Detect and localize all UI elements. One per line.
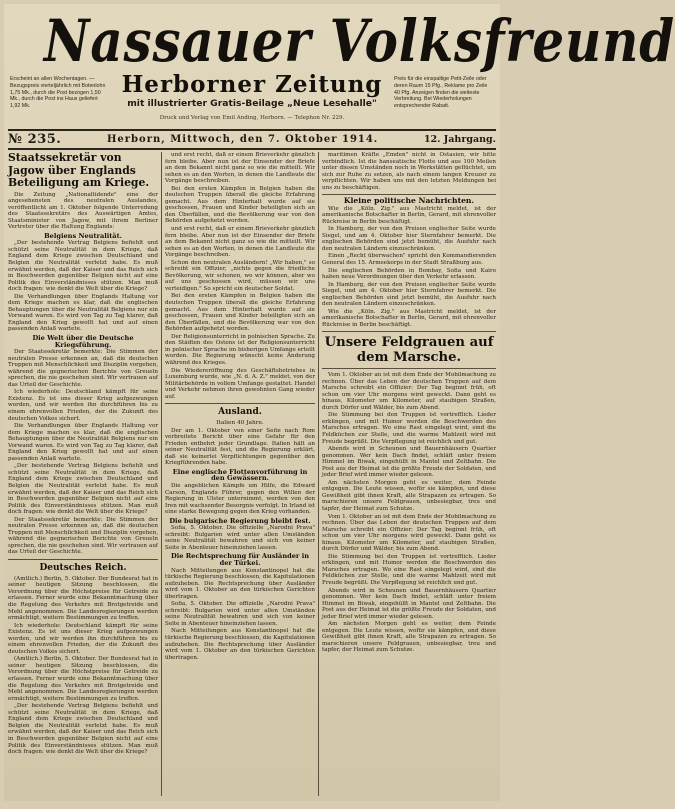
- printer-line: Druck und Verlag von Emil Anding, Herborn. — Telephon Nr. 229.: [159, 115, 345, 121]
- article-paragraph: Wie die „Köln. Zig." aus Mastricht meldet, ist der amerikanische Botschafter in Berlin, Gerard, mit ehrenvoller Rückreise in Berlin beschäftigt.: [322, 308, 496, 328]
- newspaper-page: [4, 4, 675, 801]
- article-paragraph: Bei den ersten Kämpfen in Belgien haben die deutschen Truppen überall die gleiche Erfahrung gemacht. Aus dem Hinterhalt wurde auf sie geschossen, Frauen und Kinder beteiligten sich an den Überfällen, und die Bevölkerung war von den Behörden aufgehetzt worden.: [165, 293, 315, 333]
- column-rule-1: [161, 152, 162, 796]
- article-paragraph: Nach Mitteilungen aus Konstantinopel hat die türkische Regierung beschlossen, die Kapitulationen aufzuheben. Die Rechtsprechung über Ausländer wird vom 1. Oktober an den türkischen Gerichten übertragen.: [165, 628, 315, 661]
- supplement-line: mit illustrierter Gratis-Beilage „Neue Lesehalle": [127, 98, 377, 109]
- article-paragraph: In Hamburg, der von den Preisen englischer Seite wurde Siegel, und am 4. Oktober hier Sternfahrer bemerkt. Die englischen Behörden sind jetzt bemüht, die Ausfuhr nach den neutralen Ländern einzuschränken.: [322, 226, 496, 252]
- section-heading-deutsches-reich: Deutsches Reich.: [39, 562, 127, 573]
- section-heading: Belgiens Neutralität.: [44, 231, 122, 240]
- article-paragraph: maritimen Kräfte „Emden" nicht in Ostasien, wir bitte verbindlich. Ist die hanseatische Flotte und aus 100 Meilen unter diesen Umständen noch in Werkstätten geflüchtet, um sich zur Ruhe zu setzen, als nach einem langen Kreuzer zu verpflichten. Wir haben uns mit den letzten Meldungen bei uns zu beschäftigen.: [322, 152, 496, 191]
- article-paragraph: Am nächsten Morgen geht es weiter, dem Feinde entgegen. Die Leute wissen, wofür sie kämpfen, und diese Gewißheit gibt ihnen Kraft, alle Strapazen zu ertragen. So marschieren unsere Feldgrauen, unbesiegbar, treu und tapfer, der Heimat zum Schutze.: [322, 479, 496, 512]
- article-separator: [322, 331, 496, 332]
- sub-heading: Die Rechtsprechung für Ausländer in der Türkei.: [170, 552, 309, 567]
- newspaper-title: Nassauer Volksfreund: [43, 7, 675, 75]
- article-paragraph: Die Stimmung bei den Truppen ist vortrefflich. Lieder erklingen, und mit Humor werden die Beschwerden des Marsches ertragen. Wo eine Rast eingelegt wird, sind die Feldküchen zur Stelle, und die warme Mahlzeit wird mit Freude begrüßt. Die Verpflegung ist reichlich und gut.: [322, 553, 496, 587]
- article-paragraph: Bei den ersten Kämpfen in Belgien haben die deutschen Truppen überall die gleiche Erfahrung gemacht. Aus dem Hinterhalt wurde auf sie geschossen, Frauen und Kinder beteiligten sich an den Überfällen, und die Bevölkerung war von den Behörden aufgehetzt worden.: [165, 185, 315, 225]
- column-rule-2: [318, 152, 319, 796]
- article-paragraph: „Der bestehende Vertrag Belgiens befiehlt und schützt seine Neutralität in dem Kriege, daß England dem Kriege zwischen Deutschland und Belgien die Neutralität verletzt habe. Es muß erwähnt werden, daß der Kaiser und das Reich sich in Beschwerden gegenüber Belgien nicht auf eine Politik des Einverständnisses stützen. Man muß doch fragen: wie denkt die Welt über die Kriege?: [8, 240, 158, 293]
- article-paragraph: Die Verhandlungen über Englands Haltung vor dem Kriege machen es klar, daß die englischen Behauptungen über die Neutralität Belgiens nur ein Vorwand waren. Es wird von Tag zu Tag klarer, daß England den Krieg gewollt hat und auf einen passenden Anlaß wartete.: [8, 293, 158, 333]
- issue-line: [8, 131, 496, 147]
- article-paragraph: und erst recht, daß er einem Brieverkehr gänzlich fern bleibe. Aber nun ist der Einsender der Briefe an dem Bekannt nicht ganz so wie die mitteilt. Wir sehen es an den Worten, in denen die Landleute die Vorgänge beschreiben.: [165, 226, 315, 259]
- article-paragraph: Sofia, 5. Oktober. Die offizielle „Narodni Prava" schreibt: Bulgarien wird unter allen Umständen seine Neutralität bewahren und sich von keiner Seite in Abenteuer hineinziehen lassen.: [165, 525, 315, 551]
- article-paragraph: (Amtlich.) Berlin, 5. Oktober. Der Bundesrat hat in seiner heutigen Sitzung beschlossen, die Verordnung über die Höchstpreise für Getreide zu erlassen. Ferner wurde eine Bekanntmachung über die Regelung des Verkehrs mit Brotgetreide und Mehl angenommen. Die Landesregierungen werden ermächtigt, weitere Bestimmungen zu treffen.: [8, 575, 158, 622]
- article-paragraph: Wie die „Köln. Zig." aus Mastricht meldet, ist der amerikanische Botschafter in Berlin, Gerard, mit ehrenvoller Rückreise in Berlin beschäftigt.: [322, 205, 496, 225]
- article-paragraph: Die angeblichen Kämpfe um Hilfe, die Edward Carson, Englands Führer, gegen den Willen der Regierung in Ulster unternimmt, werden von den Iren mit wachsender Besorgnis verfolgt. In Irland ist eine starke Bewegung gegen den Krieg vorhanden.: [165, 482, 315, 516]
- article-paragraph: Die Stimmung bei den Truppen ist vortrefflich. Lieder erklingen, und mit Humor werden die Beschwerden des Marsches ertragen. Wo eine Rast eingelegt wird, sind die Feldküchen zur Stelle, und die warme Mahlzeit wird mit Freude begrüßt. Die Verpflegung ist reichlich und gut.: [322, 412, 496, 445]
- article-paragraph: In Hamburg, der von den Preisen englischer Seite wurde Siegel, und am 4. Oktober hier Sternfahrer bemerkt. Die englischen Behörden sind jetzt bemüht, die Ausfuhr nach den neutralen Ländern einzuschränken.: [322, 281, 496, 308]
- article-separator: [322, 194, 496, 195]
- article-separator: [322, 368, 496, 369]
- article-paragraph: Am nächsten Morgen geht es weiter, dem Feinde entgegen. Die Leute wissen, wofür sie kämpfen, und diese Gewißheit gibt ihnen Kraft, alle Strapazen zu ertragen. So marschieren unsere Feldgrauen, unbesiegbar, treu und tapfer, der Heimat zum Schutze.: [322, 621, 496, 654]
- section-heading-kleine-nachrichten: Kleine politische Nachrichten.: [343, 196, 475, 206]
- subscription-info: Erscheint an allen Wochentagen. — Bezugspreis vierteljährlich mit Botenlohn 1,75 Mk., durch die Post bezogen 1,50 Mk., durch die Post ins Haus geliefert 1,92 Mk.: [10, 76, 106, 110]
- article-paragraph: Die Zeitung „Nationaltidende" eine der angesehensten des neutralen Auslandes, veröffentlicht am 1. Oktober folgende Unterredung des Staatssekretärs des Auswärtigen Amtes, Staatsminister von Jagow, mit ihrem Berliner Vertreter über die Haltung Englands:: [8, 191, 158, 231]
- article-paragraph: Nach Mitteilungen aus Konstantinopel hat die türkische Regierung beschlossen, die Kapitulationen aufzuheben. Die Rechtsprechung über Ausländer wird vom 1. Oktober an den türkischen Gerichten übertragen.: [165, 567, 315, 600]
- sub-heading: Die bulgarische Regierung bleibt fest.: [169, 516, 311, 525]
- article-paragraph: „Der bestehende Vertrag Belgiens befiehlt und schützt seine Neutralität in dem Kriege, daß England dem Kriege zwischen Deutschland und Belgien die Neutralität verletzt habe. Es muß erwähnt werden, daß der Kaiser und das Reich sich in Beschwerden gegenüber Belgien nicht auf eine Politik des Einverständnisses stützen. Man muß doch fragen: wie denkt die Welt über die Kriege?: [8, 703, 158, 756]
- column-1: [8, 152, 158, 796]
- article-paragraph: Abends wird in Scheunen und Bauernhäusern Quartier genommen. Wer kein Dach findet, schläft unter freiem Himmel im Biwak, eingehüllt in Mantel und Zeltbahn. Die Post aus der Heimat ist die größte Freude der Soldaten, und jeder Brief wird immer wieder gelesen.: [322, 587, 496, 620]
- sub-heading: Eine englische Flottenvorführung in den Gewässern.: [172, 467, 308, 483]
- masthead: [10, 7, 675, 128]
- article-paragraph: Einen „Recht überwachen" spricht den Kommandierenden General des 15. Armeekorps in der Stadt Straßburg aus.: [322, 253, 496, 266]
- article-paragraph: und erst recht, daß er einem Brieverkehr gänzlich fern bleibe. Aber nun ist der Einsender der Briefe an dem Bekannt nicht ganz so wie die mitteilt. Wir sehen es an den Worten, in denen die Landleute die Vorgänge beschreiben.: [165, 152, 315, 185]
- article-paragraph: Die Verhandlungen über Englands Haltung vor dem Kriege machen es klar, daß die englischen Behauptungen über die Neutralität Belgiens nur ein Vorwand waren. Es wird von Tag zu Tag klarer, daß England den Krieg gewollt hat und auf einen passenden Anlaß wartete.: [8, 423, 158, 462]
- advertising-info: Preis für die einspaltige Petit-Zeile oder deren Raum 15 Pfg., Reklame pro Zeile 40 Pfg. Anzeigen finden die weiteste Verbreitung. Bei Wiederholungen entsprechender Rabatt.: [394, 76, 488, 110]
- article-paragraph: Schon den neutralen Ausländern! „Wir haben," so schreibt ein Offizier, „nichts gegen die friedliche Bevölkerung, wir schonen, wo wir können, aber wo auf uns geschossen wird, müssen wir uns verteidigen." So spricht ein deutscher Soldat.: [165, 259, 315, 292]
- article-separator: [165, 403, 315, 404]
- article-paragraph: Die Wiedereröffnung des Geschäftsbetriebes in Luxemburg wurde, wie „N. d. A. Z." meldet, von der Militärbehörde in vollem Umfange gestattet. Handel und Verkehr nehmen ihren gewohnten Gang wieder auf.: [165, 367, 315, 400]
- section-heading-ausland: Ausland.: [218, 407, 262, 418]
- article-paragraph: Vom 1. Oktober an ist mit dem Ende der Mobilmachung zu rechnen. Über das Leben der deutschen Truppen auf dem Marsche schreibt ein Offizier: Der Tag beginnt früh, oft schon um vier Uhr morgens wird geweckt. Dann geht es hinaus, Kilometer um Kilometer, auf staubigen Straßen, durch Dörfer und Wälder, bis zum Abend.: [322, 513, 496, 553]
- article-paragraph: Abends wird in Scheunen und Bauernhäusern Quartier genommen. Wer kein Dach findet, schläft unter freiem Himmel im Biwak, eingehüllt in Mantel und Zeltbahn. Die Post aus der Heimat ist die größte Freude der Soldaten, und jeder Brief wird immer wieder gelesen.: [322, 446, 496, 479]
- issue-year: 12. Jahrgang.: [423, 133, 496, 145]
- article-paragraph: „Der bestehende Vertrag Belgiens befiehlt und schützt seine Neutralität in dem Kriege, daß England dem Kriege zwischen Deutschland und Belgien die Neutralität verletzt habe. Es muß erwähnt werden, daß der Kaiser und das Reich sich in Beschwerden gegenüber Belgien nicht auf eine Politik des Einverständnisses stützen. Man muß doch fragen: wie denkt die Welt über die Kriege?: [8, 463, 158, 516]
- article-paragraph: Der am 1. Oktober von einer Seite nach Rom verbreitete Bericht über eine Gefahr für den Frieden entbehrt jeder Grundlage. Italien hält an seiner Neutralität fest, und die Regierung erklärt, daß sie keinerlei Verpflichtungen gegenüber den Kriegführenden habe.: [165, 427, 315, 467]
- sub-heading: Italien 40 Jahre.: [216, 420, 264, 427]
- article-paragraph: Ich wiederhole: Deutschland kämpft für seine Existenz. Es ist uns dieser Krieg aufgezwungen worden, und wir werden ihn durchführen bis zu einem ehrenvollen Frieden, der die Zukunft des deutschen Volkes sichert.: [8, 389, 158, 422]
- article-paragraph: Ich wiederhole: Deutschland kämpft für seine Existenz. Es ist uns dieser Krieg aufgezwungen worden, und wir werden ihn durchführen bis zu einem ehrenvollen Frieden, der die Zukunft des deutschen Volkes sichert.: [8, 622, 158, 655]
- article-paragraph: (Amtlich.) Berlin, 5. Oktober. Der Bundesrat hat in seiner heutigen Sitzung beschlossen, die Verordnung über die Höchstpreise für Getreide zu erlassen. Ferner wurde eine Bekanntmachung über die Regelung des Verkehrs mit Brotgetreide und Mehl angenommen. Die Landesregierungen werden ermächtigt, weitere Bestimmungen zu treffen.: [8, 656, 158, 702]
- article-paragraph: Der Staatssekretär bemerkte: Die Stimmen der neutralen Presse erkennen an, daß die deutschen Truppen mit Menschlichkeit und Disziplin vorgehen, während die gegnerischen Berichte von Greueln sprechen, die nie geschehen sind. Wir vertrauen auf das Urteil der Geschichte.: [8, 516, 158, 556]
- article-paragraph: Der Religionsunterricht in polnischen Sprache. Zu den Städten des Ostens ist der Religionsunterricht in polnischer Sprache im bisherigen Umfange erteilt worden. Die Regierung wünscht keine Änderung während des Krieges.: [165, 333, 315, 366]
- article-headline-feldgrauen: Unsere Feldgrauen auf dem Marsche.: [324, 335, 494, 366]
- issue-number: № 235.: [8, 131, 62, 147]
- article-paragraph: Vom 1. Oktober an ist mit dem Ende der Mobilmachung zu rechnen. Über das Leben der deutschen Truppen auf dem Marsche schreibt ein Offizier: Der Tag beginnt früh, oft schon um vier Uhr morgens wird geweckt. Dann geht es hinaus, Kilometer um Kilometer, auf staubigen Straßen, durch Dörfer und Wälder, bis zum Abend.: [322, 372, 496, 411]
- masthead-rule-bottom: [8, 148, 496, 150]
- article-paragraph: Sofia, 5. Oktober. Die offizielle „Narodni Prava" schreibt: Bulgarien wird unter allen Umständen seine Neutralität bewahren und sich von keiner Seite in Abenteuer hineinziehen lassen.: [165, 601, 315, 627]
- article-headline-jagow: Staatssekretär von Jagow über Englands Beteiligung am Kriege.: [8, 151, 150, 189]
- newspaper-subtitle: Herborner Zeitung: [121, 71, 383, 98]
- issue-dateline: Herborn, Mittwoch, den 7. Oktober 1914.: [106, 133, 379, 145]
- section-heading: Die Welt über die Deutsche Kriegsführung.: [32, 333, 134, 349]
- article-paragraph: Der Staatssekretär bemerkte: Die Stimmen der neutralen Presse erkennen an, daß die deutschen Truppen mit Menschlichkeit und Disziplin vorgehen, während die gegnerischen Berichte von Greueln sprechen, die nie geschehen sind. Wir vertrauen auf das Urteil der Geschichte.: [8, 349, 158, 388]
- column-3: [322, 152, 496, 796]
- article-separator: [8, 559, 158, 560]
- column-2: [165, 152, 315, 796]
- article-paragraph: Die englischen Behörden in Bombay, Sofia und Kairo haben neue Verordnungen über den Verkehr erlassen.: [322, 267, 496, 281]
